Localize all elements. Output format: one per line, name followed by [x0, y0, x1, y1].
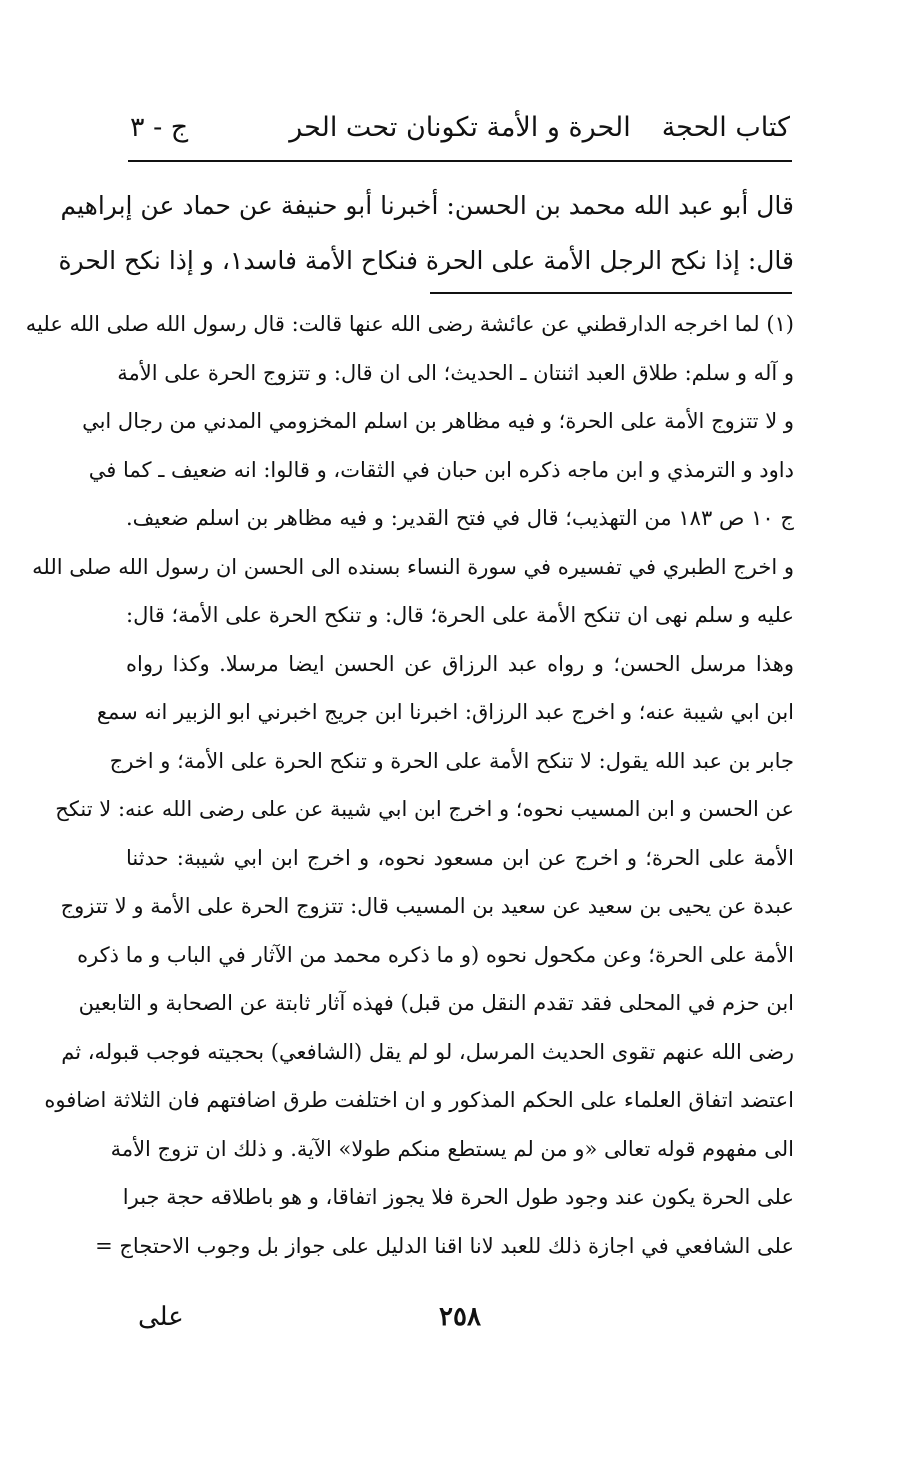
footnote-line: ابن ابي شيبة عنه؛ و اخرج عبد الرزاق: اخبرنا ابن جريج اخبرني ابو الزبير انه سمع — [96, 700, 794, 724]
footnote-line: عليه و سلم نهى ان تنكح الأمة على الحرة؛ قال: و تنكح الحرة على الأمة؛ قال: — [126, 603, 794, 627]
footnote-line: اعتضد اتفاق العلماء على الحكم المذكور و ان اختلفت طرق اضافتهم فان الثلاثة اضافوه — [44, 1088, 794, 1112]
running-header — [130, 112, 790, 162]
footnote-line: (١) لما اخرجه الدارقطني عن عائشة رضى الله عنها قالت: قال رسول الله صلى الله عليه — [25, 312, 794, 336]
page-number: ٢٥٨ — [439, 1302, 481, 1332]
main-text-line: قال أبو عبد الله محمد بن الحسن: أخبرنا أبو حنيفة عن حماد عن إبراهيم — [60, 191, 794, 220]
footnote-rule — [430, 292, 792, 294]
footnote-line: و لا تتزوج الأمة على الحرة؛ و فيه مظاهر بن اسلم المخزومي المدني من رجال ابي — [82, 409, 794, 433]
footnote-line: ابن حزم في المحلى فقد تقدم النقل من قبل) فهذه آثار ثابتة عن الصحابة و التابعين — [78, 991, 794, 1015]
footnote-line: جابر بن عبد الله يقول: لا تنكح الأمة على الحرة و تنكح الحرة على الأمة؛ و اخرج — [109, 748, 794, 773]
footnote-block — [25, 300, 794, 1270]
footnote-line: وهذا مرسل الحسن؛ و رواه عبد الرزاق عن الحسن ايضا مرسلا. وكذا رواه — [126, 651, 794, 676]
chapter-title: الحرة و الأمة تكونان تحت الحر — [289, 112, 631, 143]
header-rule — [128, 160, 792, 162]
footnote-line: الأمة على الحرة؛ وعن مكحول نحوه (و ما ذكره محمد من الآثار في الباب و ما ذكره — [77, 942, 794, 967]
catchword: على — [138, 1302, 184, 1332]
footnote-line: داود و الترمذي و ابن ماجه ذكره ابن حبان في الثقات، و قالوا: انه ضعيف ـ كما في — [88, 457, 794, 482]
main-text — [58, 178, 794, 288]
footnote-line: على الحرة يكون عند وجود طول الحرة فلا يجوز اتفاقا، و هو باطلاقه حجة جبرا — [122, 1185, 794, 1209]
footnote-line: و اخرج الطبري في تفسيره في سورة النساء بسنده الى الحسن ان رسول الله صلى الله — [32, 554, 794, 579]
footnote-line: ج ١٠ ص ١٨٣ من التهذيب؛ قال في فتح القدير: و فيه مظاهر بن اسلم ضعيف. — [126, 506, 794, 530]
footnote-line: و آله و سلم: طلاق العبد اثنتان ـ الحديث؛ الى ان قال: و تتزوج الحرة على الأمة — [117, 360, 794, 385]
main-text-line: قال: إذا نكح الرجل الأمة على الحرة فنكاح الأمة فاسد١، و إذا نكح الحرة — [58, 246, 794, 275]
volume-label: ج - ٣ — [130, 112, 189, 143]
footnote-line: الى مفهوم قوله تعالى «و من لم يستطع منكم طولا» الآية. و ذلك ان تزوج الأمة — [110, 1136, 794, 1161]
footnote-line: الأمة على الحرة؛ و اخرج عن ابن مسعود نحوه، و اخرج ابن ابي شيبة: حدثنا — [126, 845, 794, 870]
footnote-line: على الشافعي في اجازة ذلك للعبد لانا اقنا الدليل على جواز بل وجوب الاحتجاج = — [95, 1233, 794, 1258]
footnote-line: عن الحسن و ابن المسيب نحوه؛ و اخرج ابن ابي شيبة عن على رضى الله عنه: لا تنكح — [55, 797, 794, 821]
footnote-line: عبدة عن يحيى بن سعيد عن سعيد بن المسيب قال: تتزوج الحرة على الأمة و لا تتزوج — [60, 894, 794, 918]
footnote-line: رضى الله عنهم تقوى الحديث المرسل، لو لم يقل (الشافعي) بحجيته فوجب قبوله، ثم — [61, 1039, 794, 1064]
book-title: كتاب الحجة — [661, 112, 790, 143]
